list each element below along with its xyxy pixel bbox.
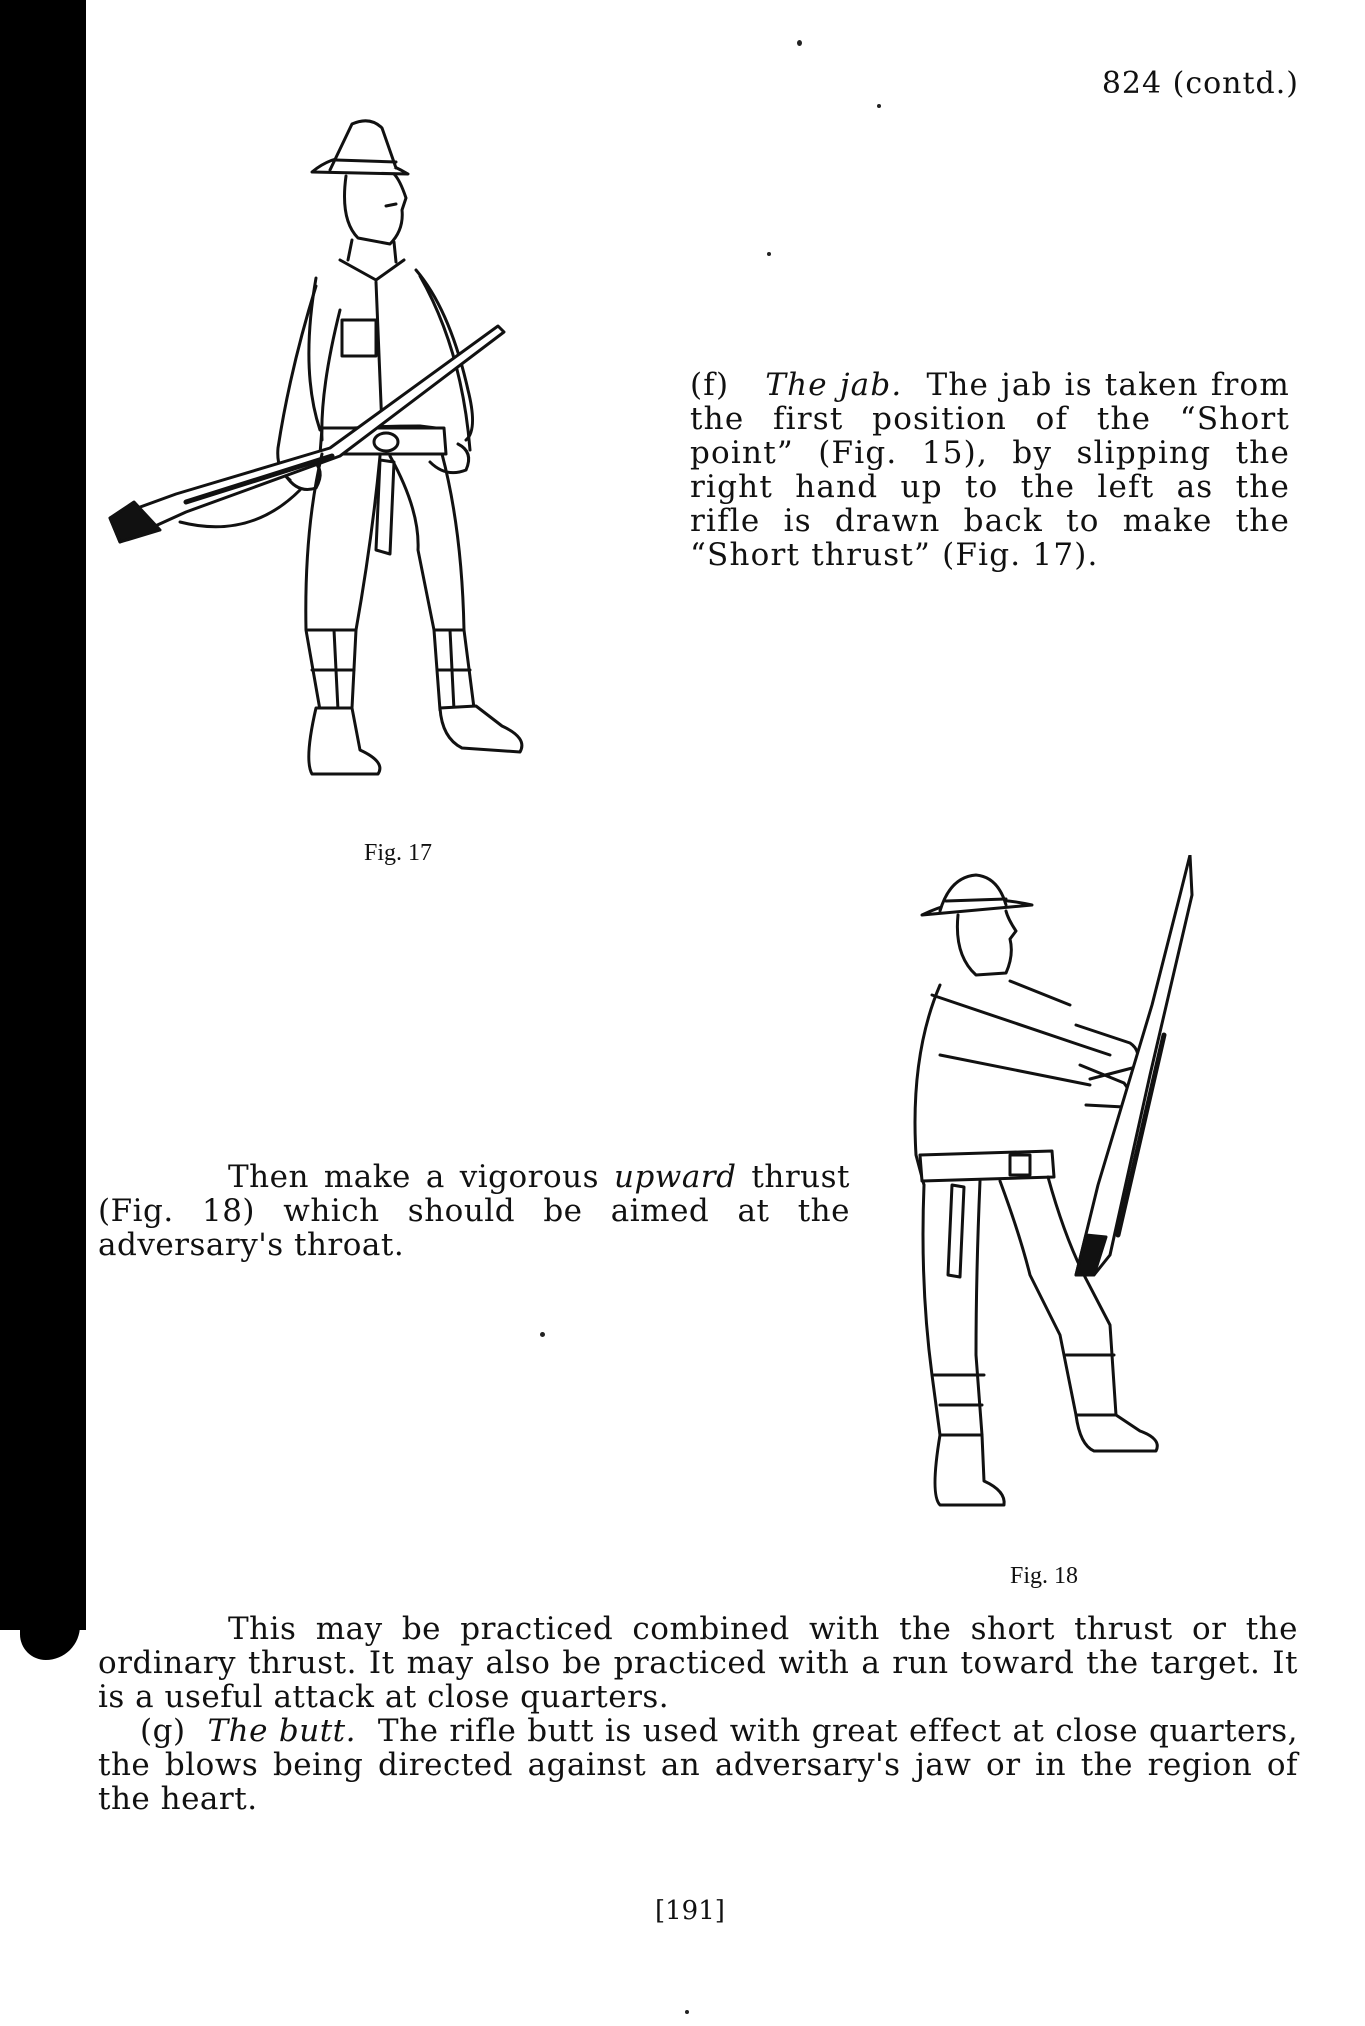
- section-f-body: The jab is taken from the first position of the “Short point” (Fig. 15), by slipping the right hand up to the left as the rifle is drawn back to make the “Short thrust” (Fig. 17).: [690, 367, 1290, 573]
- section-f-term: The jab.: [765, 367, 903, 403]
- figure-17-caption: Fig. 17: [364, 840, 433, 866]
- upward-emphasis: upward: [613, 1159, 737, 1195]
- upward-thrust-paragraph: [98, 1160, 850, 1262]
- page-number: [191]: [655, 1896, 725, 1926]
- upward-thrust-text: [98, 1160, 850, 1262]
- figure-18: [880, 855, 1320, 1555]
- figure-18-caption: Fig. 18: [1010, 1563, 1079, 1589]
- section-g-paragraph: [98, 1714, 1298, 1816]
- section-g-body: The rifle butt is used with great effect at close quarters, the blows being directed against an adversary's jaw or in the region of the heart.: [98, 1713, 1298, 1817]
- upward-thrust-text-after: thrust (Fig. 18) which should be aimed at the adversary's throat.: [98, 1159, 850, 1263]
- section-g-term: The butt.: [207, 1713, 356, 1749]
- scan-black-edge-tail: [20, 1600, 80, 1660]
- page-header: 824 (contd.): [1101, 66, 1299, 101]
- practice-paragraph: This may be practiced combined with the short thrust or the ordinary thrust. It may also be practiced with a run toward the target. It is a useful attack at close quarters.: [98, 1611, 1298, 1715]
- figure-17: [90, 110, 650, 820]
- scan-speck: [797, 40, 802, 46]
- section-f-label: (f): [690, 367, 730, 403]
- scan-speck: [767, 252, 771, 256]
- scan-speck: [877, 104, 881, 108]
- soldier-upward-thrust-illustration: [880, 855, 1320, 1555]
- scan-speck: [540, 1332, 545, 1337]
- section-f-paragraph: [690, 368, 1290, 572]
- scan-speck: [685, 2010, 689, 2014]
- bottom-text-block: [98, 1612, 1298, 1816]
- soldier-short-jab-illustration: [90, 110, 650, 820]
- section-f-text: [690, 368, 1290, 572]
- section-g-label: (g): [140, 1713, 186, 1749]
- scan-black-edge: [0, 0, 86, 1630]
- upward-thrust-text-before: Then make a vigorous: [228, 1159, 614, 1195]
